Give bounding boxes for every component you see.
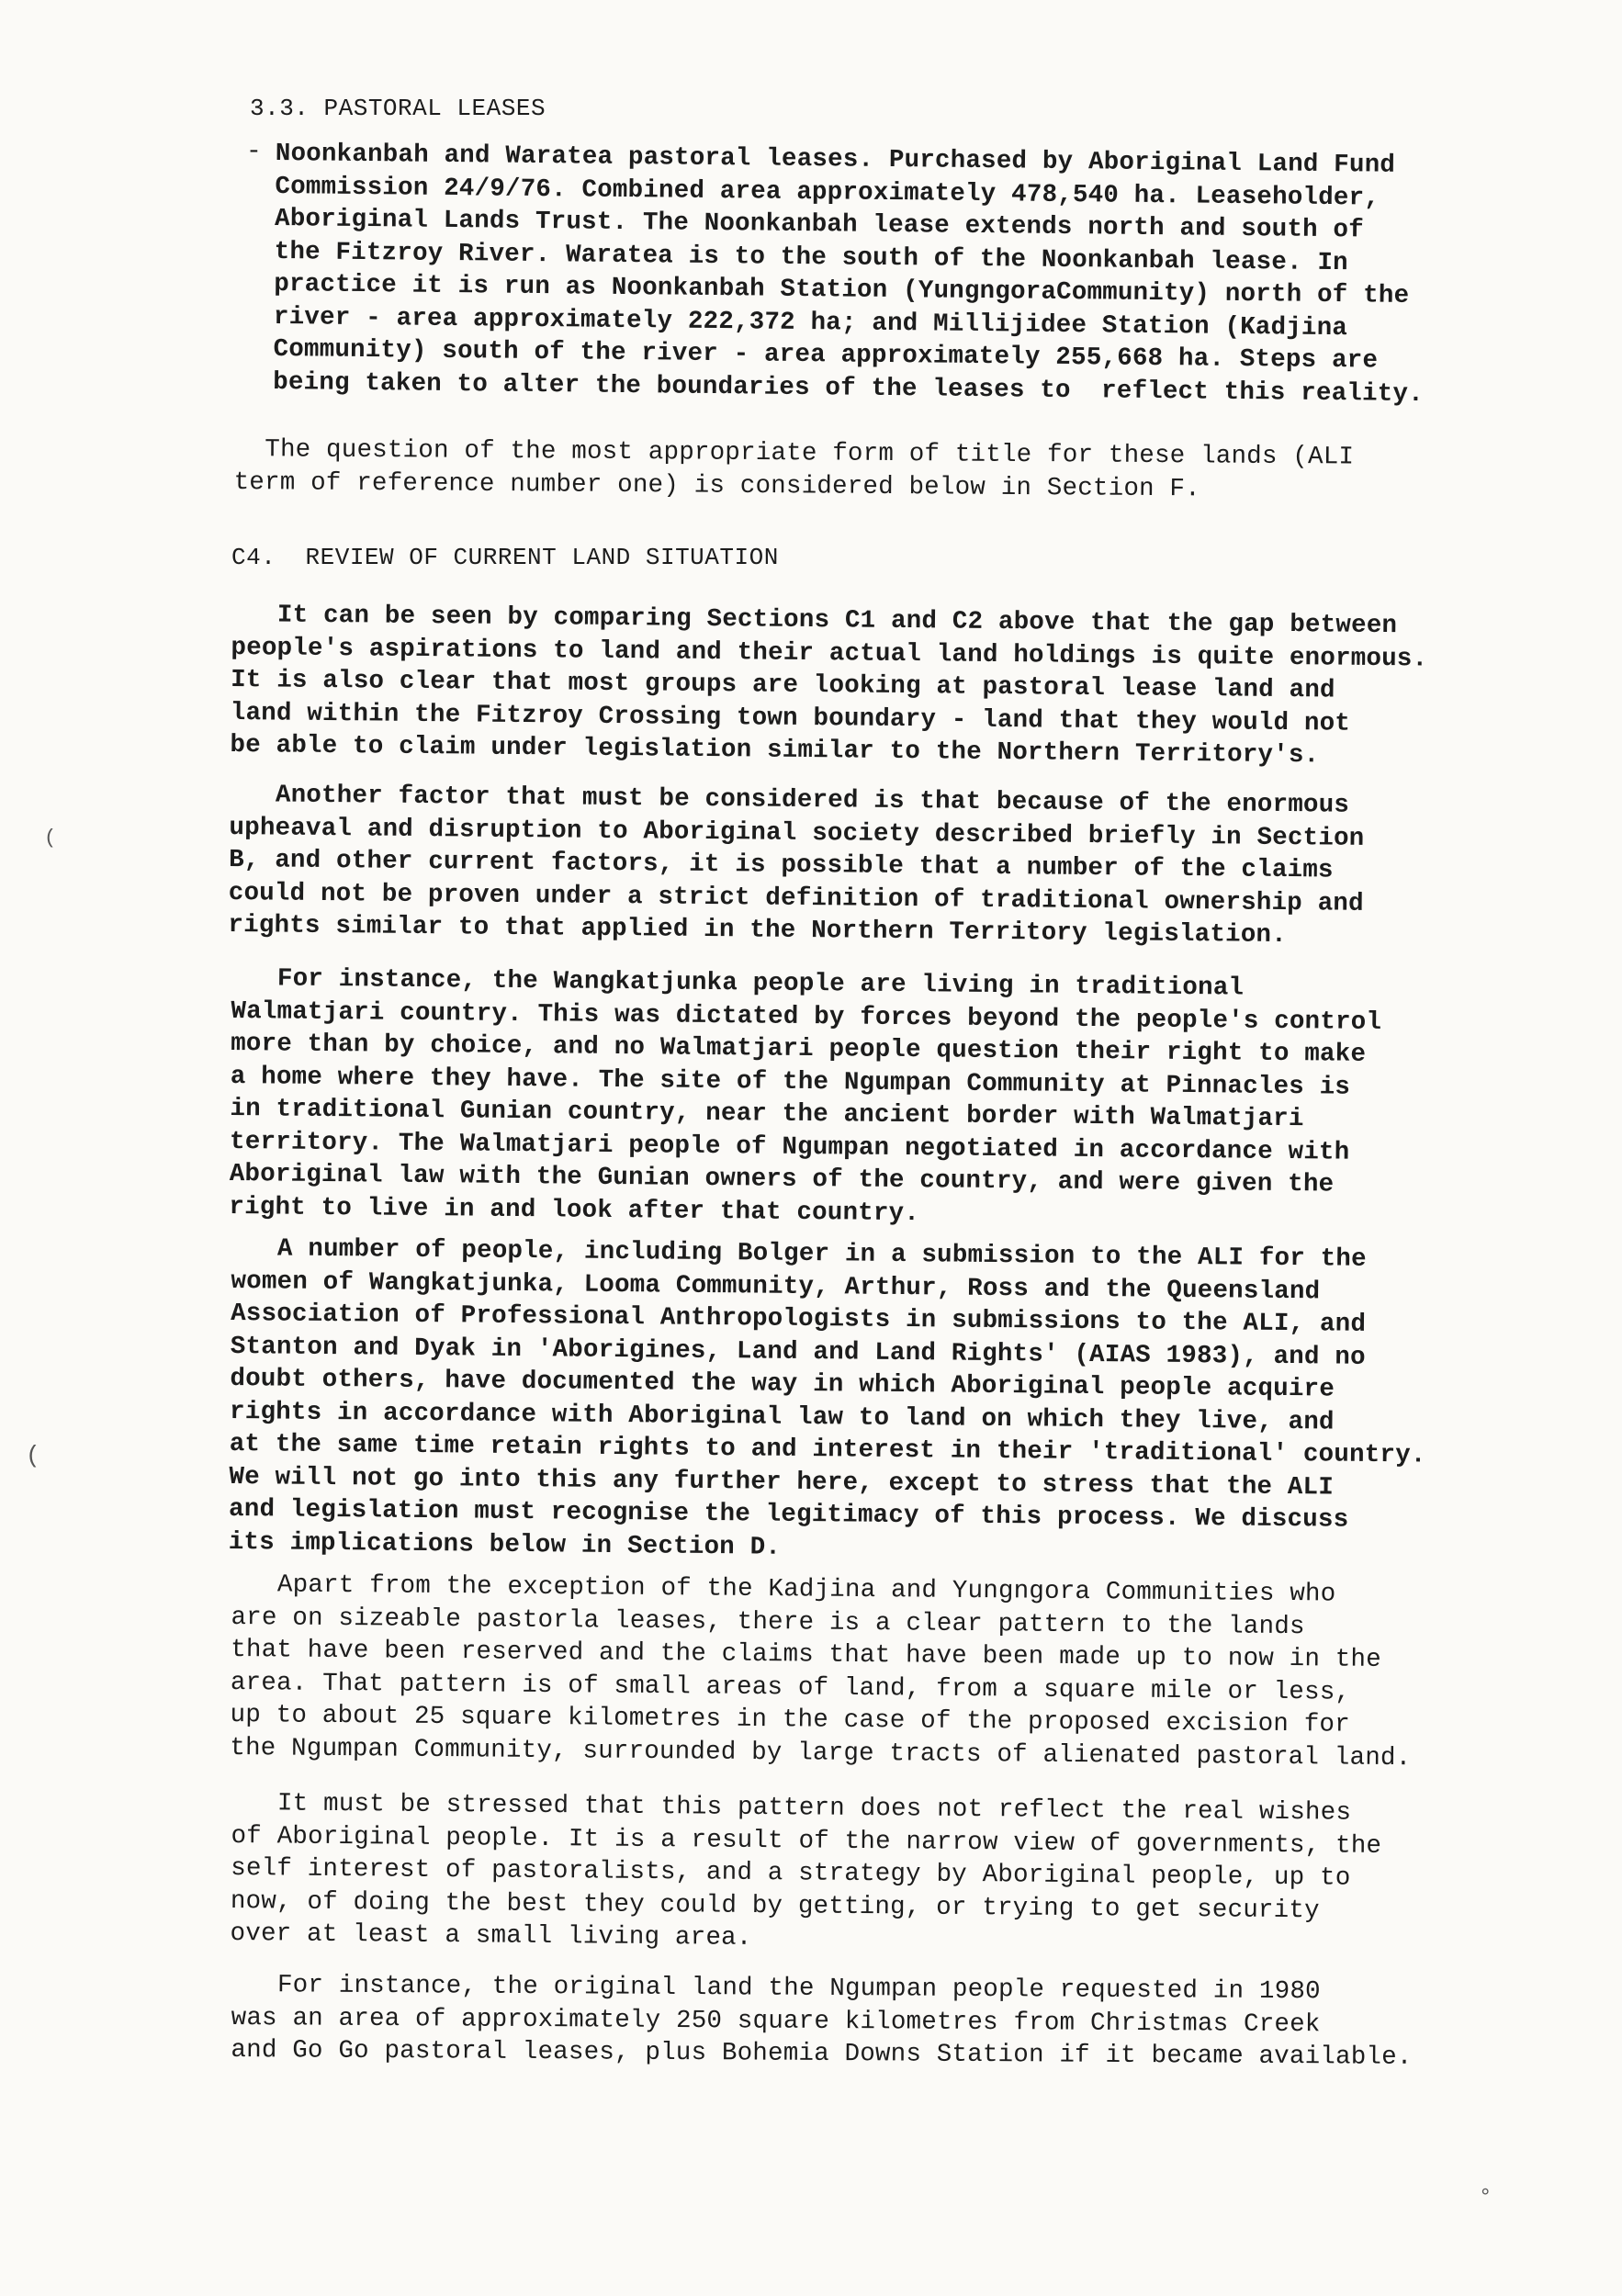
margin-mark-bottom: (	[26, 1442, 40, 1469]
paragraph-gap-aspirations	[230, 599, 1427, 773]
text-line: river - area approximately 222,372 ha; and Millijidee Station (Kadjina	[273, 302, 1348, 343]
text-line: doubt others, have documented the way in which Aboriginal people acquire	[230, 1364, 1335, 1404]
text-line: the Fitzroy River. Waratea is to the south of the Noonkanbah lease. In	[274, 237, 1349, 277]
text-line: The question of the most appropriate form of title for these lands (ALI	[233, 434, 1355, 472]
paragraph-apart-from-exception	[230, 1569, 1413, 1774]
paragraph-number-of-people	[229, 1232, 1428, 1570]
text-line: Noonkanbah and Waratea pastoral leases. Purchased by Aboriginal Land Fund	[275, 139, 1396, 180]
text-line: Community) south of the river - area approximately 255,668 ha. Steps are	[273, 334, 1379, 376]
heading-review-current-land: C4. REVIEW OF CURRENT LAND SITUATION	[231, 544, 779, 571]
text-line: its implications below in Section D.	[228, 1527, 782, 1562]
text-line: up to about 25 square kilometres in the case of the proposed excision for	[230, 1700, 1350, 1739]
text-line: that have been reserved and the claims that have been made up to now in the	[231, 1635, 1382, 1674]
text-line: more than by choice, and no Walmatjari people question their right to make	[231, 1029, 1367, 1069]
paragraph-another-factor	[228, 779, 1365, 952]
text-line: the Ngumpan Community, surrounded by large tracts of alienated pastoral land.	[230, 1733, 1412, 1773]
text-line: are on sizeable pastorla leases, there is a clear pattern to the lands	[231, 1603, 1305, 1641]
text-line: It must be stressed that this pattern does not reflect the real wishes	[231, 1788, 1352, 1828]
text-line: Aboriginal Lands Trust. The Noonkanbah lease extends north and south of	[274, 204, 1365, 245]
text-line: Aboriginal law with the Gunian owners of the country, and were given the	[229, 1159, 1335, 1199]
text-line: over at least a small living area.	[230, 1919, 752, 1953]
text-line: rights similar to that applied in the Northern Territory legislation.	[228, 910, 1288, 951]
text-line: A number of people, including Bolger in a submission to the ALI for the	[231, 1233, 1367, 1274]
text-line: at the same time retain rights to and interest in their 'traditional' country.	[229, 1429, 1426, 1470]
text-line: Another factor that must be considered is that because of the enormous	[229, 780, 1350, 820]
text-line: term of reference number one) is considered below in Section F.	[233, 467, 1200, 503]
text-line: right to live in and look after that country.	[229, 1192, 920, 1228]
text-line: It is also clear that most groups are looking at pastoral lease land and	[231, 665, 1335, 705]
text-line: women of Wangkatjunka, Looma Community, Arthur, Ross and the Queensland	[231, 1266, 1321, 1306]
text-line: Commission 24/9/76. Combined area approximately 478,540 ha. Leaseholder,	[275, 172, 1380, 213]
text-line: was an area of approximately 250 square kilometres from Christmas Creek	[231, 2003, 1321, 2039]
pastoral-leases-item	[273, 138, 1426, 411]
page-corner-mark: °	[1479, 2186, 1492, 2211]
text-line: a home where they have. The site of the Ngumpan Community at Pinnacles is	[230, 1062, 1351, 1102]
text-line: self interest of pastoralists, and a strategy by Aboriginal people, up to	[231, 1853, 1351, 1893]
paragraph-must-be-stressed	[230, 1787, 1381, 1960]
bullet-dash: -	[246, 138, 262, 166]
text-line: and Go Go pastoral leases, plus Bohemia Downs Station if it became available.	[231, 2035, 1413, 2072]
text-line: be able to claim under legislation similar to the Northern Territory's.	[230, 730, 1320, 771]
text-line: land within the Fitzroy Crossing town boundary - land that they would not	[230, 698, 1351, 738]
text-line: in traditional Gunian country, near the ancient border with Walmatjari	[230, 1094, 1304, 1134]
margin-mark-top: (	[44, 827, 57, 850]
text-line: Apart from the exception of the Kadjina and Yungngora Communities who	[231, 1570, 1336, 1609]
text-line: Association of Professional Anthropologists in submissions to the ALI, and	[231, 1299, 1367, 1339]
text-line: people's aspirations to land and their actual land holdings is quite enormous.	[231, 633, 1428, 674]
paragraph-original-land	[231, 1969, 1413, 2074]
text-line: practice it is run as Noonkanbah Station (YungngoraCommunity) north of the	[274, 269, 1410, 310]
title-question-paragraph	[234, 433, 1355, 507]
text-line: B, and other current factors, it is possible that a number of the claims	[229, 845, 1334, 885]
text-line: and legislation must recognise the legitimacy of this process. We discuss	[228, 1494, 1349, 1535]
text-line: of Aboriginal people. It is a result of the narrow view of governments, the	[231, 1821, 1382, 1861]
heading-pastoral-leases: 3.3. PASTORAL LEASES	[250, 95, 546, 122]
text-line: For instance, the Wangkatjunka people are living in traditional	[231, 963, 1245, 1003]
text-line: upheaval and disruption to Aboriginal society described briefly in Section	[229, 813, 1365, 853]
text-line: territory. The Walmatjari people of Ngumpan negotiated in accordance with	[229, 1127, 1350, 1167]
text-line: being taken to alter the boundaries of the leases to reflect this reality.	[273, 367, 1425, 409]
text-line: now, of doing the best they could by getting, or trying to get security	[230, 1886, 1320, 1925]
text-line: We will not go into this any further here, except to stress that the ALI	[229, 1462, 1335, 1503]
text-line: could not be proven under a strict definition of traditional ownership and	[228, 878, 1364, 918]
paragraph-wangkatjunka	[229, 962, 1381, 1234]
text-line: rights in accordance with Aboriginal law to land on which they live, and	[229, 1397, 1335, 1437]
text-line: area. That pattern is of small areas of land, from a square mile or less,	[230, 1668, 1351, 1707]
text-line: Stanton and Dyak in 'Aborigines, Land and Land Rights' (AIAS 1983), and no	[230, 1332, 1366, 1372]
text-line: For instance, the original land the Ngumpan people requested in 1980	[231, 1971, 1321, 2007]
text-line: Walmatjari country. This was dictated by forces beyond the people's control	[231, 996, 1382, 1037]
text-line: It can be seen by comparing Sections C1 and C2 above that the gap between	[231, 600, 1398, 641]
